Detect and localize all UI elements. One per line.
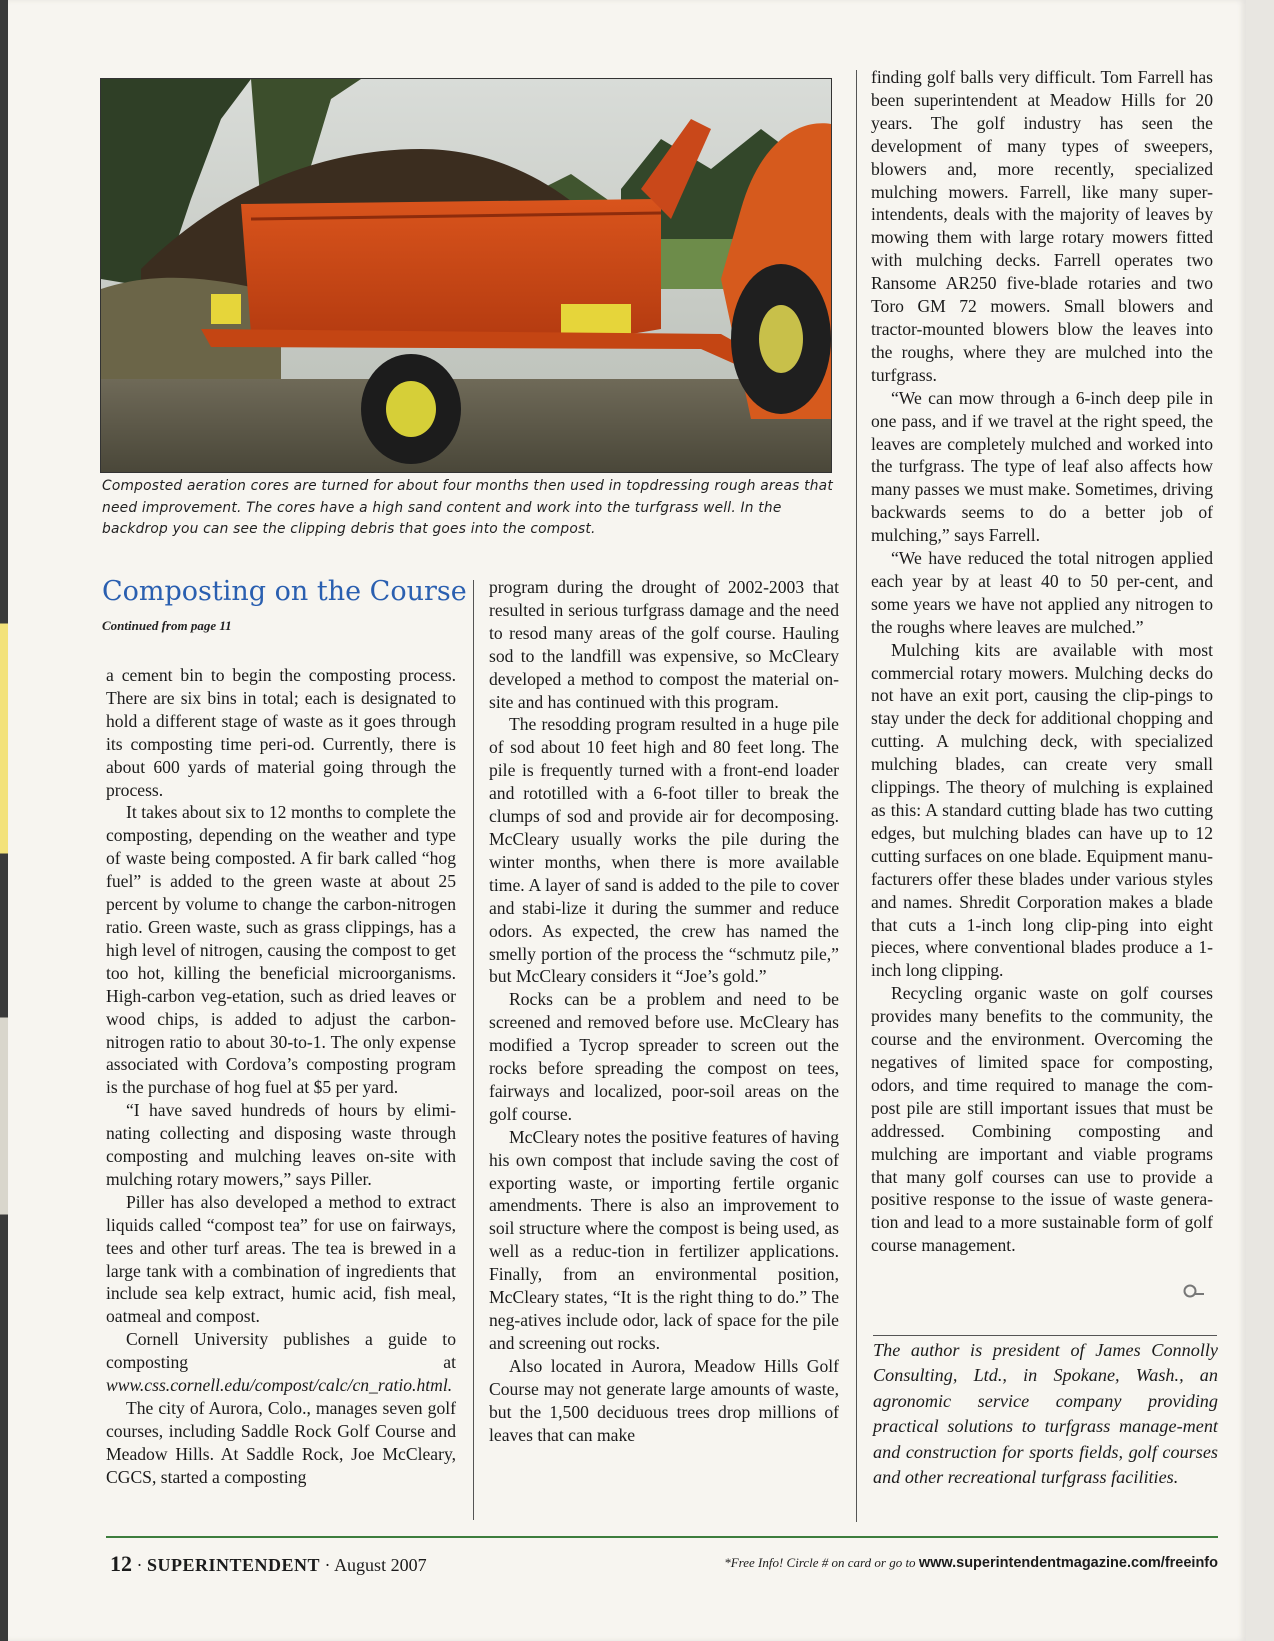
paragraph: “We have reduced the total nitrogen applied each year by at least 40 to 50 per-cent, and some years we have not applied any nitrogen to the roughs where leaves are mulched.” xyxy=(871,548,1213,637)
paragraph: It takes about six to 12 months to complete the composting, depending on the weather and type of waste being composted. A fir bark called “hog fuel” is added to the green waste at about 25 percent by volume to change the carbon-nitrogen ratio. Green waste, such as grass clippings, has a high level of nitrogen, causing the compost to get too hot, killing the beneficial microorganisms. High-carbon veg-etation, such as dried leaves or wood chips, is added to adjust the carbon-nitrogen ratio to about 30-to-1. The only expense associated with Cordova’s composting program is the purchase of hog fuel at $5 per yard. xyxy=(106,802,456,1098)
photo-caption: Composted aeration cores are turned for about four months then used in topdressing rough areas that need improvement. The cores have a high sand content and work into the turfgrass well. In the backdrop you can see the clipping debris that goes into the compost. xyxy=(102,478,833,537)
paragraph: finding golf balls very difficult. Tom Farrell has been superintendent at Meadow Hills for 20 years. The golf industry has seen the development of many types of sweepers, blowers and, more recently, specialized mulching mowers. Farrell, like many super-intendents, deals with the majority of leaves by mowing them with large rotary mowers fitted with mulching decks. Farrell operates two Ransome AR250 five-blade rotaries and two Toro GM 72 mowers. Small blowers and tractor-mounted blowers blow the leaves into the roughs, where they are mulched into the turfgrass. xyxy=(871,67,1213,385)
paragraph: Mulching kits are available with most commercial rotary mowers. Mulching decks do not have an exit port, causing the clip-pings to stay under the deck for additional chopping and cutting. A mulching deck, with specialized mulching blades, can create very small clippings. The theory of mulching is explained as this: A standard cutting blade has two cutting edges, but mulching blades can have up to 12 cutting surfaces on one blade. Equipment manu-facturers offer these blades under various styles and names. Shredit Corporation makes a blade that cuts a 1-inch long clip-ping into eight pieces, where conventional blades produce a 1-inch long clipping. xyxy=(871,639,1213,981)
paragraph: a cement bin to begin the composting process. There are six bins in total; each is designated to hold a different stage of waste as it goes through its composting time peri-od. Currently, there is about 600 yards of material going through the process. xyxy=(106,665,456,800)
article-column-1 xyxy=(106,664,456,1489)
paragraph: Also located in Aurora, Meadow Hills Golf Course may not generate large amounts of waste, but the 1,500 deciduous trees drop millions of leaves that can make xyxy=(489,1355,839,1445)
paragraph: “I have saved hundreds of hours by elimi-nating collecting and disposing waste through composting and mulching leaves on-site with mulching rotary mowers,” says Piller. xyxy=(106,1100,456,1189)
issue-date: August 2007 xyxy=(334,1555,427,1575)
page-footer-left xyxy=(110,1551,427,1577)
page-right-edge xyxy=(1246,0,1274,1641)
footer-separator-icon: · xyxy=(136,1555,147,1575)
paragraph: program during the drought of 2002-2003 that resulted in serious turfgrass damage and the need to resod many areas of the golf course. Hauling sod to the landfill was expensive, so McCleary developed a method to compost the material on-site and has continued with this program. xyxy=(489,577,839,712)
paragraph: “We can mow through a 6-inch deep pile in one pass, and if we travel at the right speed, the leaves are completely mulched and worked into the turfgrass. The type of leaf also affects how many passes we must make. Sometimes, driving backwards seems to do a better job of mulching,” says Farrell. xyxy=(871,387,1213,546)
paragraph: The resodding program resulted in a huge pile of sod about 10 feet high and 80 feet long. The pile is frequently turned with a front-end loader and rototilled with a 6-foot tiller to break the clumps of sod and provide air for decomposing. McCleary usually works the pile during the winter months, when there is more available time. A layer of sand is added to the pile to cover and stabi-lize it during the summer and reduce odors. As expected, the crew has named the smelly portion of the process the “schmutz pile,” but McCleary considers it “Joe’s gold.” xyxy=(489,714,839,987)
column-divider-1 xyxy=(473,580,474,1520)
paragraph-text: Cornell University publishes a guide to composting at xyxy=(106,1329,456,1373)
free-info-footer xyxy=(660,1555,1218,1571)
paragraph: Recycling organic waste on golf courses provides many benefits to the community, the course and the environment. Overcoming the negatives of limited space for composting, odors, and time required to manage the com-post pile are still important issues that must be addressed. Combining composting and mulching are important and viable programs that many golf courses can use to provide a positive response to the issue of waste genera-tion and lead to a more sustainable form of golf course management. xyxy=(871,983,1213,1256)
paragraph: Piller has also developed a method to extract liquids called “compost tea” for use on fairways, tees and other turf areas. The tea is brewed in a large tank with a combination of ingredients that include sea kelp extract, humic acid, fish meal, oatmeal and compost. xyxy=(106,1191,456,1327)
article-column-2 xyxy=(489,576,839,1446)
magazine-name: SUPERINTENDENT xyxy=(147,1555,321,1575)
free-info-url-link[interactable]: www.superintendentmagazine.com/freeinfo xyxy=(918,1555,1218,1571)
page-number: 12 xyxy=(110,1551,132,1576)
author-bio-divider xyxy=(873,1335,1217,1336)
footer-divider xyxy=(106,1536,1218,1538)
column-divider-2 xyxy=(856,70,857,1522)
cornell-url-link[interactable]: www.css.cornell.edu/compost/calc/cn_ratio.html. xyxy=(106,1375,453,1396)
continued-from-link[interactable]: Continued from page 11 xyxy=(102,618,232,633)
tycrop-spreader-photo xyxy=(101,79,831,472)
paragraph: The city of Aurora, Colo., manages seven golf courses, including Saddle Rock Golf Course and Meadow Hills. At Saddle Rock, Joe McCleary, CGCS, started a composting xyxy=(106,1398,456,1487)
page-edge-strip xyxy=(0,0,8,1641)
article-title: Composting on the Course xyxy=(102,576,467,607)
end-of-article-icon xyxy=(1182,1284,1204,1298)
paragraph: Rocks can be a problem and need to be screened and removed before use. McCleary has modified a Tycrop spreader to screen out the rocks before spreading the compost on tees, fairways and localized, poor-soil areas on the golf course. xyxy=(489,989,839,1124)
article-column-3 xyxy=(871,66,1213,1257)
paragraph xyxy=(106,1328,456,1397)
author-bio: The author is president of James Connolly Consulting, Ltd., in Spokane, Wash., an agronomic service company providing practical solutions to turfgrass manage-ment and construction for sports fields, golf courses and other recreational turfgrass facilities. xyxy=(873,1340,1218,1488)
free-info-prefix: *Free Info! Circle # on card or go to xyxy=(724,1555,916,1570)
footer-separator-icon: · xyxy=(324,1555,335,1575)
article-photo xyxy=(100,78,832,473)
paragraph: McCleary notes the positive features of having his own compost that include saving the cost of exporting waste, or importing fertile organic amendments. There is also an improvement to soil structure where the compost is being used, as well as a reduc-tion in fertilizer applications. Finally, from an environmental position, McCleary states, “It is the right thing to do.” The neg-atives include odor, lack of space for the pile and screening out rocks. xyxy=(489,1126,839,1353)
